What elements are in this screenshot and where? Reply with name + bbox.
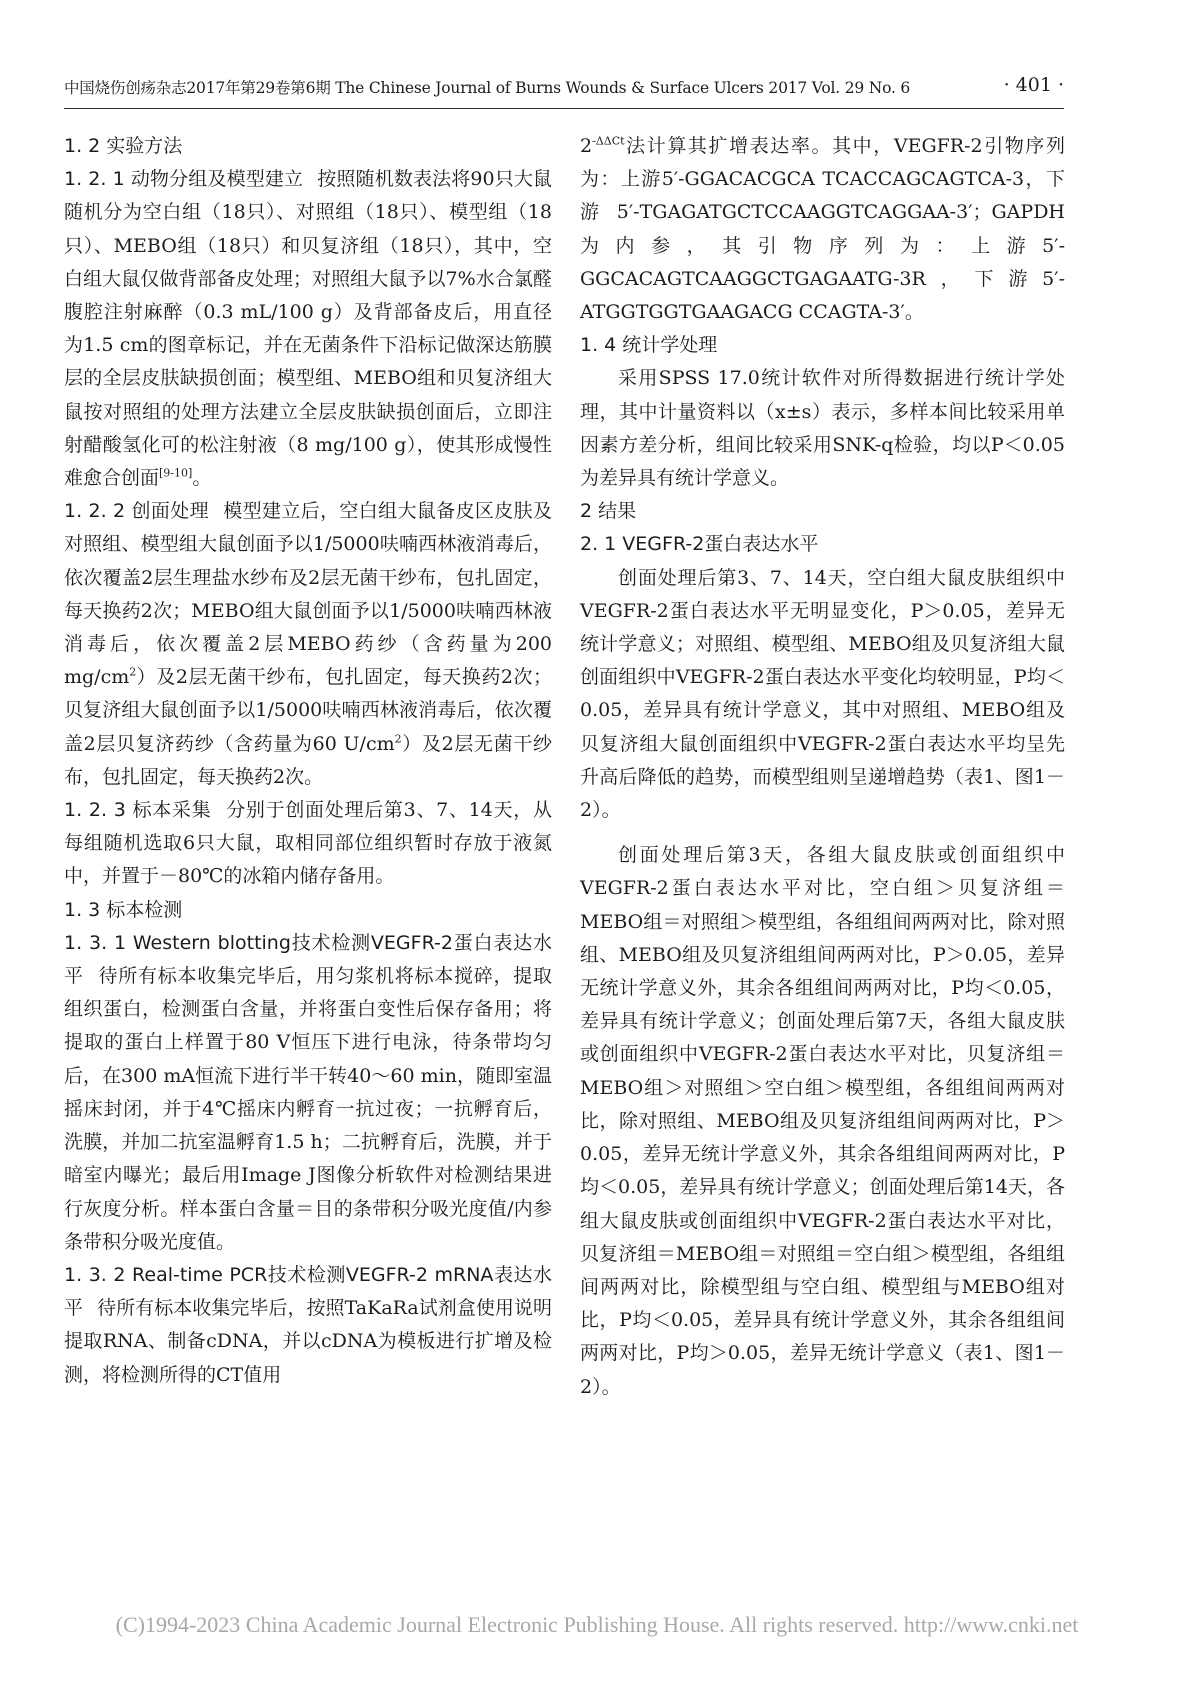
section-1-3-1	[64, 927, 552, 1259]
section-1-2-title: 1. 2 实验方法	[64, 135, 183, 157]
section-1-2-1-head: 1. 2. 1 动物分组及模型建立	[64, 168, 304, 191]
section-1-2-3-text: 分别于创面处理后第3、7、14天，从每组随机选取6只大鼠，取相同部位组织暂时存放于液氮中，并置于－80℃的冰箱内储存备用。	[64, 799, 553, 888]
section-2-1-title: 2. 1 VEGFR-2蛋白表达水平	[580, 533, 819, 556]
section-1-2-1-text: 按照随机数表法将90只大鼠随机分为空白组（18只）、对照组（18只）、模型组（18只）、MEBO组（18只）和贝复济组（18只），其中，空白组大鼠仅做背部备皮处理；对照组大鼠予以7%水合氯醛腹腔注射麻醉（0.3 mL/100 g）及背部备皮后，用直径为1.5 cm的图章标记，并在无菌条件下沿标记做深达筋膜层的全层皮肤缺损创面；模型组、MEBO组和贝复济组大鼠按对照组的处理方法建立全层皮肤缺损创面后，立即注射醋酸氢化可的松注射液（8 mg/100 g），使其形成慢性难愈合创面	[64, 168, 552, 490]
journal-header-text: 中国烧伤创疡杂志2017年第29卷第6期 The Chinese Journal of Burns Wounds & Surface Ulcers 2017 Vol. 29 No. 6	[64, 79, 911, 97]
left-column	[64, 130, 552, 1392]
section-1-2-1-end: 。	[192, 467, 212, 490]
superscript-2: 2	[129, 665, 137, 679]
page-number: · 401 ·	[1003, 74, 1064, 96]
section-1-3-1-head: 1. 3. 1 Western blotting技术检测VEGFR-2蛋白表达水平	[64, 931, 552, 988]
section-2-1-paragraph-1: 创面处理后第3、7、14天，空白组大鼠皮肤组织中VEGFR-2蛋白表达水平无明显变化，P＞0.05，差异无统计学意义；对照组、模型组、MEBO组及贝复济组大鼠创面组织中VEGFR-2蛋白表达水平变化均较明显，P均＜0.05，差异具有统计学意义，其中对照组、MEBO组及贝复济组大鼠创面组织中VEGFR-2蛋白表达水平均呈先升高后降低的趋势，而模型组则呈递增趋势（表1、图1－2）。	[580, 566, 1065, 822]
section-1-3-2-continued	[580, 130, 1065, 329]
section-1-3-1-text: 待所有标本收集完毕后，用匀浆机将标本搅碎，提取组织蛋白，检测蛋白含量，并将蛋白变性后保存备用；将提取的蛋白上样置于80 V恒压下进行电泳，待条带均匀后，在300 mA恒流下进行半干转40～60 min，随即室温摇床封闭，并于4℃摇床内孵育一抗过夜；一抗孵育后，洗膜，并加二抗室温孵育1.5 h；二抗孵育后，洗膜，并于暗室内曝光；最后用Image J图像分析软件对检测结果进行灰度分析。样本蛋白含量＝目的条带积分吸光度值/内参条带积分吸光度值。	[64, 965, 552, 1253]
section-1-3-2	[64, 1259, 552, 1392]
section-1-2-2-text-a: 模型建立后，空白组大鼠备皮区皮肤及对照组、模型组大鼠创面予以1/5000呋喃西林液消毒后，依次覆盖2层生理盐水纱布及2层无菌干纱布，包扎固定，每天换药2次；MEBO组大鼠创面予以1/5000呋喃西林液消毒后，依次覆盖2层MEBO药纱（含药量为200 mg/cm	[64, 500, 552, 689]
citation-9-10: [9-10]	[159, 466, 193, 480]
formula-base: 2	[580, 135, 593, 157]
right-column	[580, 130, 1065, 1404]
section-1-2-3	[64, 794, 552, 894]
section-1-3-title: 1. 3 标本检测	[64, 898, 183, 921]
section-1-2-1	[64, 163, 552, 495]
formula-exponent: -ΔΔCt	[592, 134, 625, 148]
section-1-2-2-head: 1. 2. 2 创面处理	[64, 500, 209, 523]
primer-text: 法计算其扩增表达率。其中，VEGFR-2引物序列为：上游5′-GGACACGCA TCACCAGCAGTCA-3，下游5′-TGAGATGCTCCAAGGTCAGGAA-3′；GAPDH为内参，其引物序列为：上游5′-GGCACAGTCAAGGCTGAGAATG-3R，下游5′-ATGGTGGTGAAGACG CCAGTA-3′。	[580, 135, 1065, 324]
superscript-2b: 2	[394, 732, 402, 746]
section-1-2-2	[64, 495, 552, 794]
header-rule	[64, 108, 1064, 109]
section-1-2-3-head: 1. 2. 3 标本采集	[64, 799, 212, 822]
copyright-footer: (C)1994-2023 China Academic Journal Electronic Publishing House. All rights reserved. http://www.cnki.net	[115, 1612, 1079, 1637]
section-1-4-title: 1. 4 统计学处理	[580, 334, 718, 357]
running-header	[64, 76, 1064, 104]
section-1-3-2-head: 1. 3. 2 Real-time PCR技术检测VEGFR-2 mRNA表达水平	[64, 1263, 552, 1320]
section-1-3-2-text: 待所有标本收集完毕后，按照TaKaRa试剂盒使用说明提取RNA、制备cDNA，并以cDNA为模板进行扩增及检测，将检测所得的CT值用	[64, 1297, 552, 1386]
section-1-2-2-text-b: ）及2层无菌干纱布，包扎固定，每天换药2次；贝复济组大鼠创面予以1/5000呋喃西林液消毒后，依次覆盖2层贝复济药纱（含药量为60 U/cm	[64, 666, 552, 755]
section-2-title: 2 结果	[580, 500, 637, 523]
section-2-1-paragraph-2: 创面处理后第3天，各组大鼠皮肤或创面组织中VEGFR-2蛋白表达水平对比，空白组＞贝复济组＝MEBO组＝对照组＞模型组，各组组间两两对比，除对照组、MEBO组及贝复济组组间两两对比，P＞0.05，差异无统计学意义外，其余各组组间两两对比，P均＜0.05，差异具有统计学意义；创面处理后第7天，各组大鼠皮肤或创面组织中VEGFR-2蛋白表达水平对比，贝复济组＝MEBO组＞对照组＞空白组＞模型组，各组组间两两对比，除对照组、MEBO组及贝复济组组间两两对比，P＞0.05，差异无统计学意义外，其余各组组间两两对比，P均＜0.05，差异具有统计学意义；创面处理后第14天，各组大鼠皮肤或创面组织中VEGFR-2蛋白表达水平对比，贝复济组＝MEBO组＝对照组＝空白组＞模型组，各组组间两两对比，除模型组与空白组、模型组与MEBO组对比，P均＜0.05，差异具有统计学意义外，其余各组组间两两对比，P均＞0.05，差异无统计学意义（表1、图1－2）。	[580, 844, 1065, 1398]
section-1-2-2-text-c: ）及2层无菌干纱布，包扎固定，每天换药2次。	[64, 732, 552, 788]
section-1-4-text: 采用SPSS 17.0统计软件对所得数据进行统计学处理，其中计量资料以（x±s）表示，多样本间比较采用单因素方差分析，组间比较采用SNK-q检验，均以P＜0.05为差异具有统计学意义。	[580, 367, 1065, 490]
